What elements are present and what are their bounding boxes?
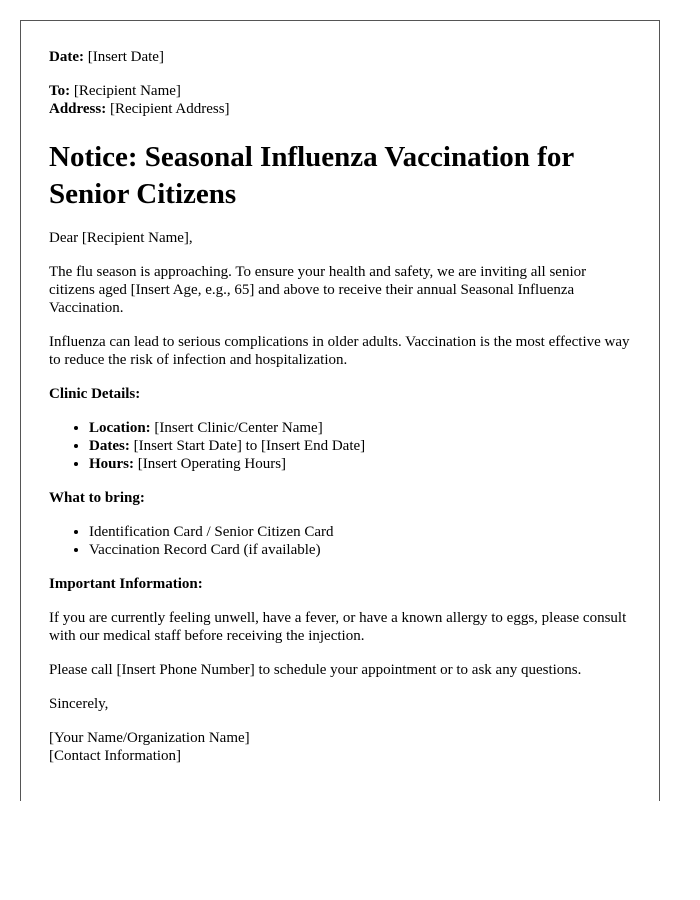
to-label: To: [49,83,71,99]
clinic-dates-label: Dates: [89,438,130,454]
important-info-heading: Important Information: [49,576,203,592]
what-to-bring-list [49,523,631,559]
clinic-details-list [49,419,631,473]
list-item: • Identification Card / Senior Citizen Card [89,523,631,541]
to-value: [Recipient Name] [73,83,181,99]
body-paragraph-1: The flu season is approaching. To ensure your health and safety, we are inviting all senior citizens aged [Insert Age, e.g., 65] and above to receive their annual Seasonal Influenza Vaccination. [49,264,587,316]
address-label: Address: [49,101,107,117]
list-item: • Vaccination Record Card (if available) [89,541,631,559]
signature-name: [Your Name/Organization Name] [49,730,250,746]
letter-document [20,20,660,801]
clinic-details-heading: Clinic Details: [49,386,141,402]
list-item [89,437,631,455]
list-item [89,455,631,473]
call-instruction: Please call [Insert Phone Number] to schedule your appointment or to ask any questions. [49,662,582,678]
clinic-location-value: [Insert Clinic/Center Name] [154,420,323,436]
clinic-dates-value: [Insert Start Date] to [Insert End Date] [133,438,366,454]
clinic-location-label: Location: [89,420,151,436]
date-value: [Insert Date] [87,49,164,65]
salutation: Dear [Recipient Name], [49,230,193,246]
list-item [89,419,631,437]
notice-title: Notice: Seasonal Influenza Vaccination for Senior Citizens [49,141,574,210]
date-line [49,48,631,66]
clinic-hours-value: [Insert Operating Hours] [137,456,287,472]
address-line [49,100,631,118]
to-line [49,82,631,100]
body-paragraph-2: Influenza can lead to serious complications in older adults. Vaccination is the most effective way to reduce the risk of infection and hospitalization. [49,334,630,368]
address-value: [Recipient Address] [109,101,230,117]
signature-contact: [Contact Information] [49,748,182,764]
what-to-bring-heading: What to bring: [49,490,145,506]
important-info-text: If you are currently feeling unwell, have a fever, or have a known allergy to eggs, please consult with our medical staff before receiving the injection. [49,610,627,644]
clinic-hours-label: Hours: [89,456,134,472]
date-label: Date: [49,49,84,65]
closing: Sincerely, [49,696,109,712]
